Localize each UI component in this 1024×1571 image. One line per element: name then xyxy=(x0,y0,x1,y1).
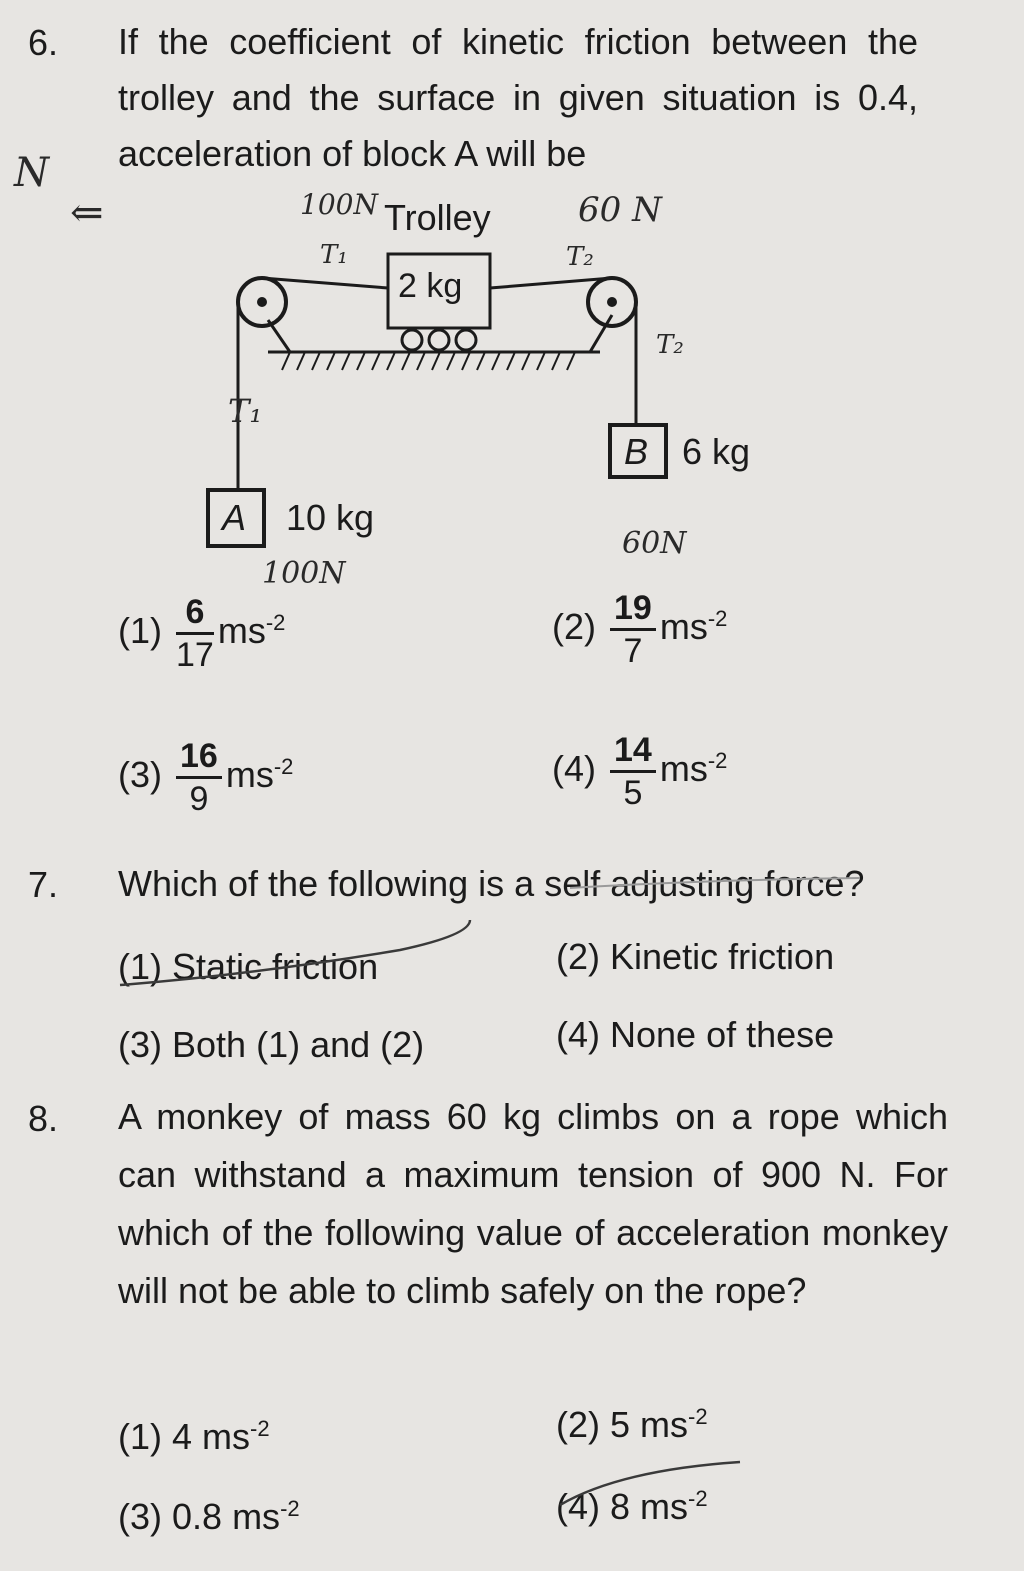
exponent: -2 xyxy=(273,754,294,780)
option-text: 5 ms xyxy=(610,1404,689,1445)
option-label: (3) xyxy=(118,1496,162,1537)
handwritten-t1-left: T₁ xyxy=(228,392,263,430)
option-label: (1) xyxy=(118,946,162,987)
handwritten-100n-top: 100N xyxy=(300,188,378,221)
q6-number: 6. xyxy=(28,22,59,63)
fraction: $\frac{14}{5}$ xyxy=(610,730,656,813)
exponent: -2 xyxy=(265,610,286,636)
option-label: (1) xyxy=(118,1416,162,1457)
unit: ms xyxy=(217,610,266,652)
fraction: $\frac{16}{9}$ xyxy=(176,736,222,819)
q7-number: 7. xyxy=(28,864,59,905)
option-text: None of these xyxy=(610,1014,835,1055)
option-text: Kinetic friction xyxy=(610,936,835,977)
fraction: $\frac{6}{17}$ xyxy=(176,593,214,674)
option-text: 4 ms xyxy=(172,1416,251,1457)
option-label: (3) xyxy=(118,1024,162,1065)
option-label: (4) xyxy=(552,748,596,790)
unit: ms xyxy=(659,748,708,790)
exponent: -2 xyxy=(707,606,728,632)
option-label: (2) xyxy=(552,606,596,648)
handwritten-t1-top: T₁ xyxy=(320,240,348,270)
fraction: $\frac{19}{7}$ xyxy=(610,588,656,671)
option-label: (2) xyxy=(556,1404,600,1445)
exponent: -2 xyxy=(280,1496,300,1521)
handwritten-60n-b: 60N xyxy=(622,526,687,561)
unit: ms xyxy=(659,606,708,648)
exponent: -2 xyxy=(707,748,728,774)
exponent: -2 xyxy=(250,1416,270,1441)
trolley-mass: 2 kg xyxy=(398,267,463,305)
option-text: Static friction xyxy=(172,946,379,987)
option-label: (2) xyxy=(556,936,600,977)
exponent: -2 xyxy=(688,1404,708,1429)
block-b-label: B xyxy=(624,431,649,472)
option-text: Both (1) and (2) xyxy=(172,1024,425,1065)
q8-stem: A monkey of mass 60 kg climbs on a rope which can withstand a maximum tension of 900 N. For which of the following value of acceleration monkey will not be able to climb safely on the rope? xyxy=(118,1096,948,1311)
trolley-label: Trolley xyxy=(384,197,491,238)
handwritten-n: N xyxy=(14,150,49,196)
option-label: (3) xyxy=(118,754,162,796)
handwritten-100n-a: 100N xyxy=(262,556,346,591)
handwritten-t2-top: T₂ xyxy=(566,242,594,272)
q7-stem: Which of the following is a self adjusting force? xyxy=(118,863,865,904)
q8-number: 8. xyxy=(28,1098,59,1139)
option-label: (1) xyxy=(118,610,162,652)
handwritten-arrow: ⇐ xyxy=(70,190,104,236)
option-text: 0.8 ms xyxy=(172,1496,281,1537)
unit: ms xyxy=(225,754,274,796)
block-a-mass: 10 kg xyxy=(286,497,375,538)
option-label: (4) xyxy=(556,1014,600,1055)
block-b-mass: 6 kg xyxy=(682,431,751,472)
exponent: -2 xyxy=(688,1486,708,1511)
handwritten-60n-top: 60 N xyxy=(578,190,662,230)
handwritten-t2-right: T₂ xyxy=(656,330,684,360)
block-a-label: A xyxy=(222,497,247,538)
option-label: (4) xyxy=(556,1486,600,1527)
q6-stem: If the coefficient of kinetic friction between the trolley and the surface in given situation is 0.4, acceleration of block A will be xyxy=(118,21,918,174)
option-text: 8 ms xyxy=(610,1486,689,1527)
